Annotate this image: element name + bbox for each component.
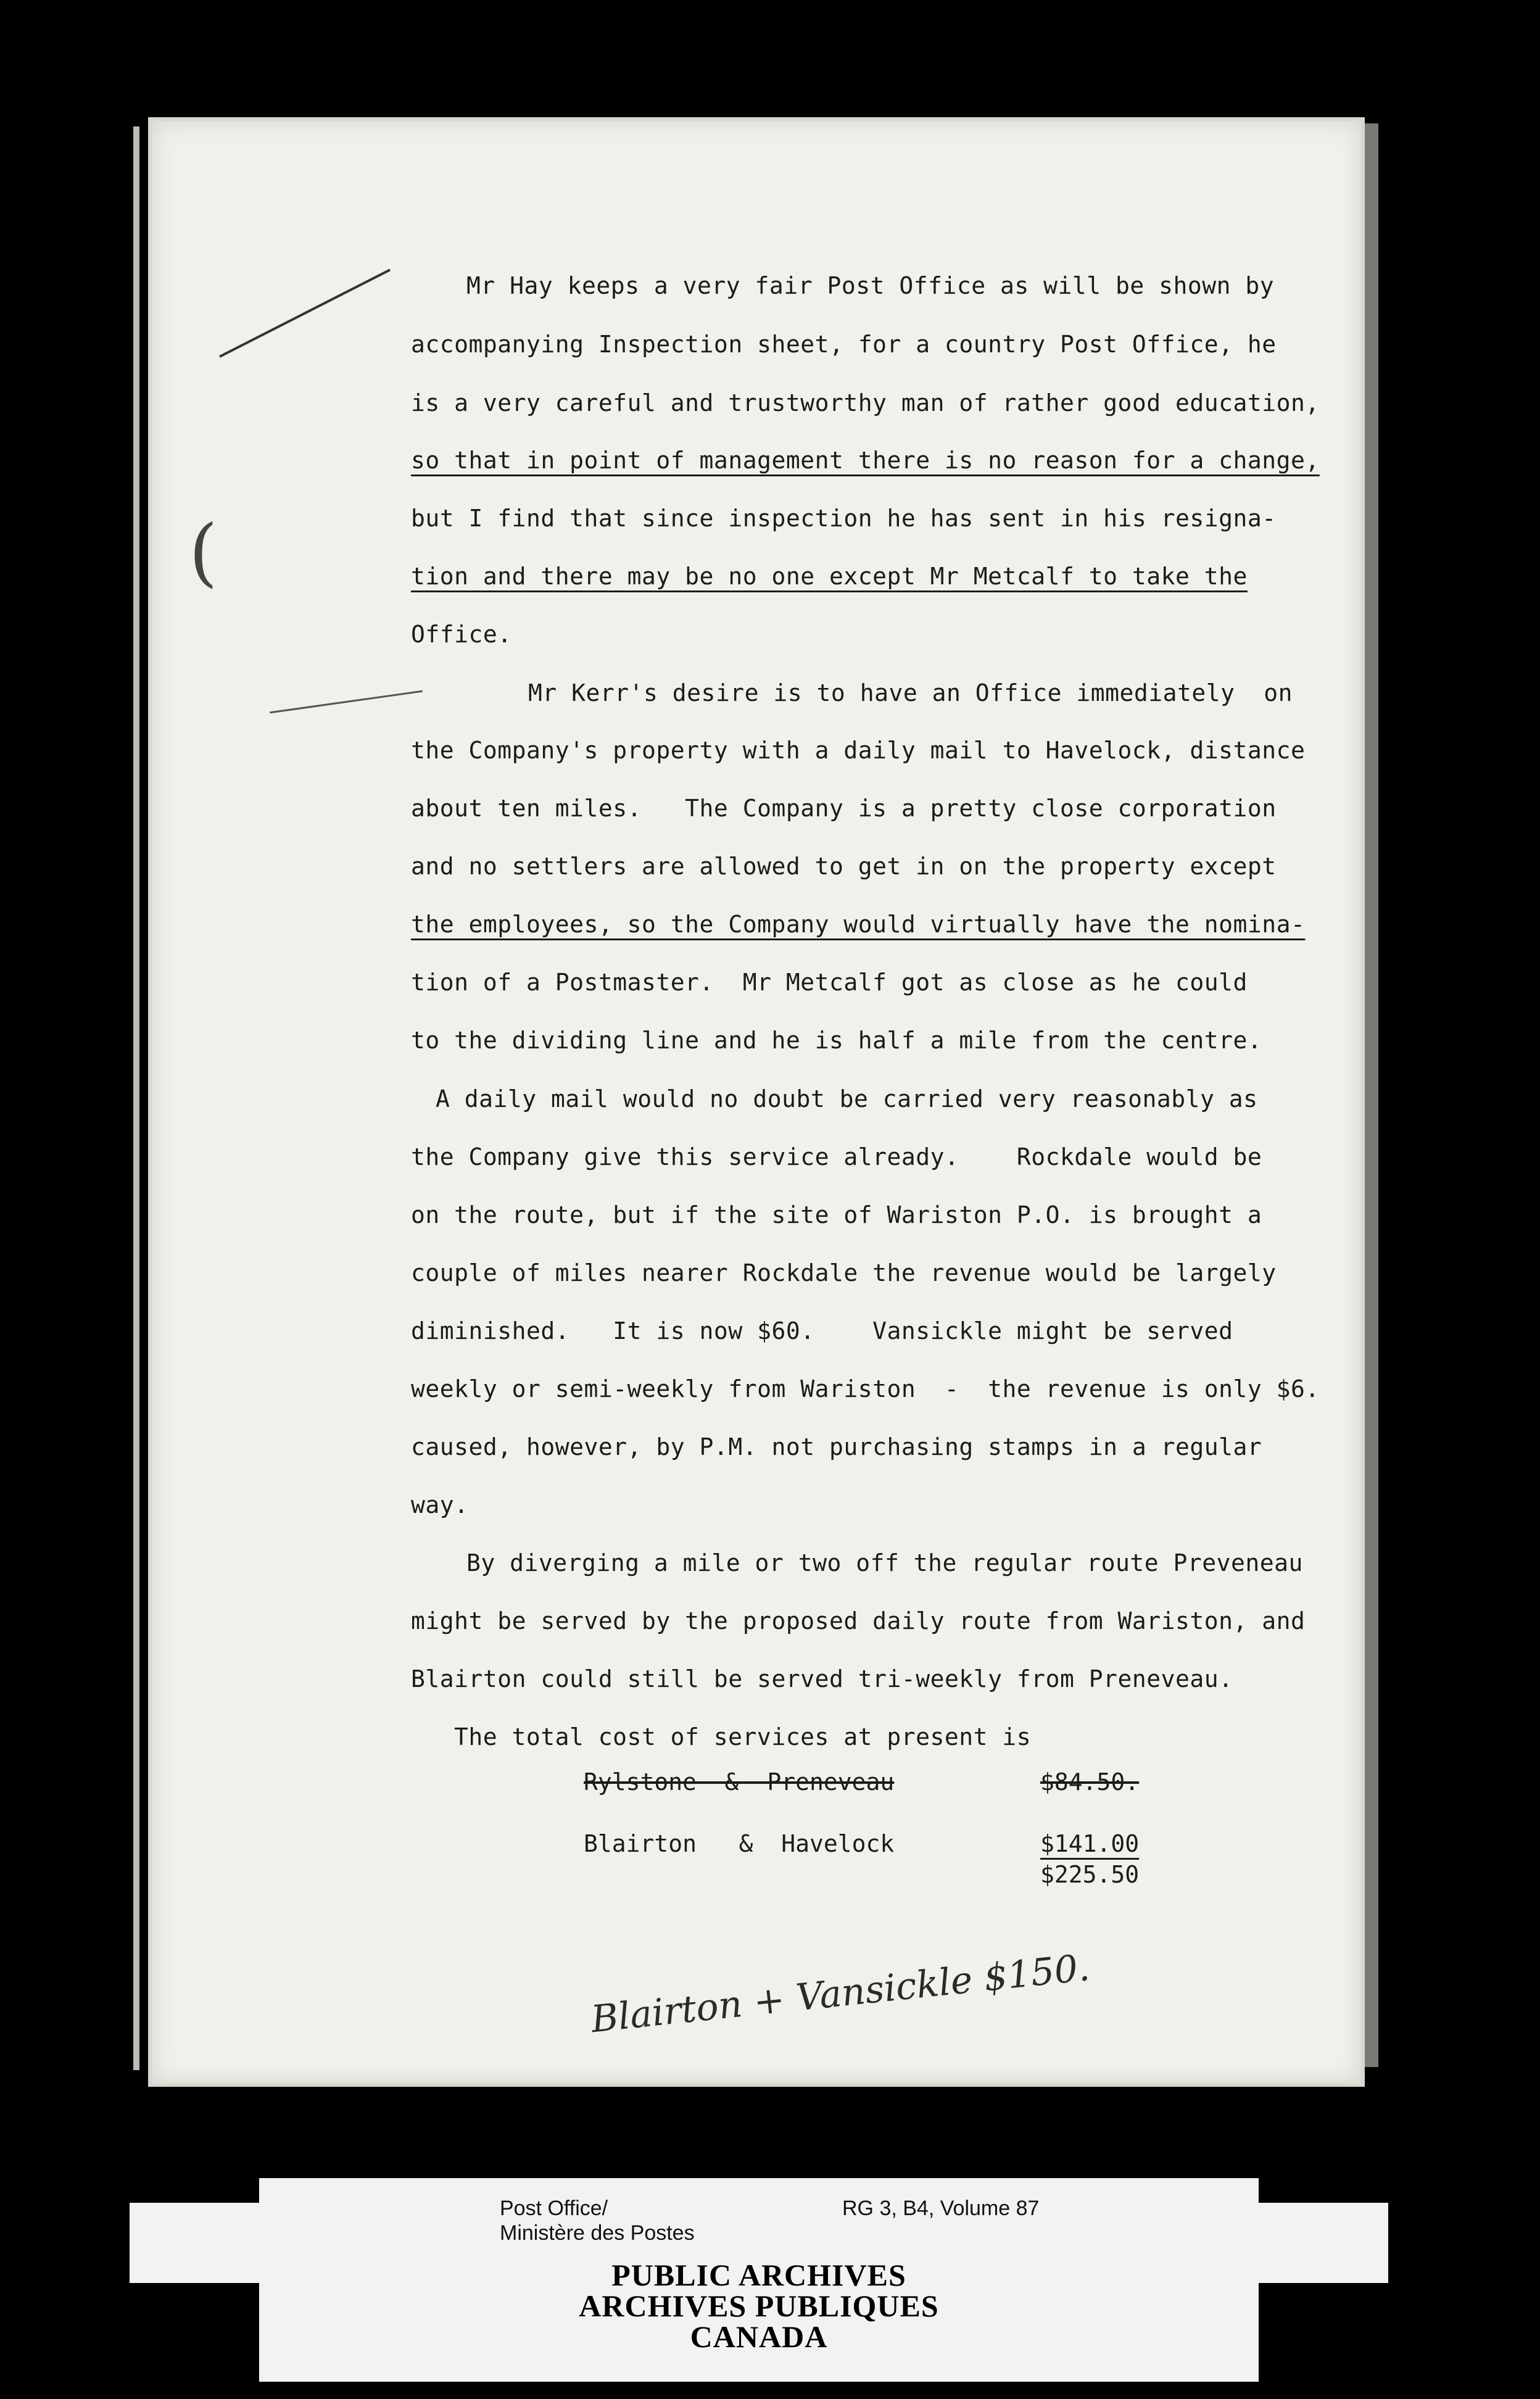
pencil-margin-stroke (219, 268, 391, 357)
page-left-edge (133, 126, 139, 2070)
department-line2: Ministère des Postes (500, 2221, 695, 2245)
cost-place: Rylstone & Preneveau (584, 1768, 895, 1796)
text-line: The total cost of services at present is (454, 1723, 1032, 1751)
text-line: tion of a Postmaster. Mr Metcalf got as close as he could (411, 969, 1248, 996)
department-line1: Post Office/ (500, 2197, 608, 2220)
pencil-brace-mark: ( (189, 510, 218, 595)
text-line: By diverging a mile or two off the regular route Preveneau (466, 1549, 1303, 1577)
text-line: and no settlers are allowed to get in on the property except (411, 853, 1277, 880)
text-line: diminished. It is now $60. Vansickle might be served (411, 1317, 1233, 1345)
text-line: Mr Kerr's desire is to have an Office immediately on (528, 679, 1293, 706)
cost-amount: $84.50. (1040, 1768, 1140, 1796)
archive-country: CANADA (690, 2319, 828, 2354)
cost-table (584, 1768, 1201, 1929)
text-line: is a very careful and trustworthy man of rather good education, (411, 389, 1320, 416)
cost-total-row (584, 1861, 1201, 1898)
text-line: A daily mail would no doubt be carried very reasonably as (436, 1085, 1258, 1112)
archive-title-en: PUBLIC ARCHIVES (611, 2258, 906, 2292)
cost-total: $225.50 (1040, 1861, 1140, 1888)
text-line: about ten miles. The Company is a pretty close corporation (411, 795, 1277, 822)
label-tab (130, 2203, 259, 2283)
text-line: the Company give this service already. Rockdale would be (411, 1143, 1262, 1170)
text-line: but I find that since inspection he has sent in his resigna- (411, 505, 1277, 532)
archive-label (259, 2178, 1259, 2382)
text-line: to the dividing line and he is half a mile from the centre. (411, 1027, 1262, 1054)
cost-amount: $141.00 (1040, 1830, 1140, 1857)
handwritten-note: Blairton + Vansickle $150. (589, 1945, 1092, 2042)
label-tab (1259, 2203, 1388, 2283)
text-line: on the route, but if the site of Wariston P.O. is brought a (411, 1201, 1262, 1229)
text-line: tion and there may be no one except Mr Metcalf to take the (411, 563, 1248, 590)
archive-title-fr: ARCHIVES PUBLIQUES (579, 2289, 939, 2323)
text-line: caused, however, by P.M. not purchasing stamps in a regular (411, 1433, 1262, 1461)
text-line: the employees, so the Company would virtually have the nomina- (411, 911, 1306, 938)
archive-reference: RG 3, B4, Volume 87 (842, 2197, 1040, 2220)
text-line: Mr Hay keeps a very fair Post Office as will be shown by (466, 272, 1275, 299)
text-line: way. (411, 1491, 469, 1519)
text-line: might be served by the proposed daily route from Wariston, and (411, 1607, 1306, 1635)
text-line: couple of miles nearer Rockdale the revenue would be largely (411, 1259, 1277, 1287)
text-line: the Company's property with a daily mail to Havelock, distance (411, 737, 1306, 764)
cost-place: Blairton & Havelock (584, 1830, 895, 1857)
text-line: Office. (411, 621, 512, 648)
text-line: accompanying Inspection sheet, for a country Post Office, he (411, 331, 1277, 358)
text-line: Blairton could still be served tri-weekly from Preneveau. (411, 1665, 1233, 1693)
pencil-margin-stroke (270, 690, 423, 714)
text-line: weekly or semi-weekly from Wariston - the revenue is only $6. (411, 1375, 1320, 1403)
letter-page (148, 117, 1365, 2087)
cost-row (584, 1768, 1201, 1830)
text-line: so that in point of management there is no reason for a change, (411, 447, 1320, 474)
